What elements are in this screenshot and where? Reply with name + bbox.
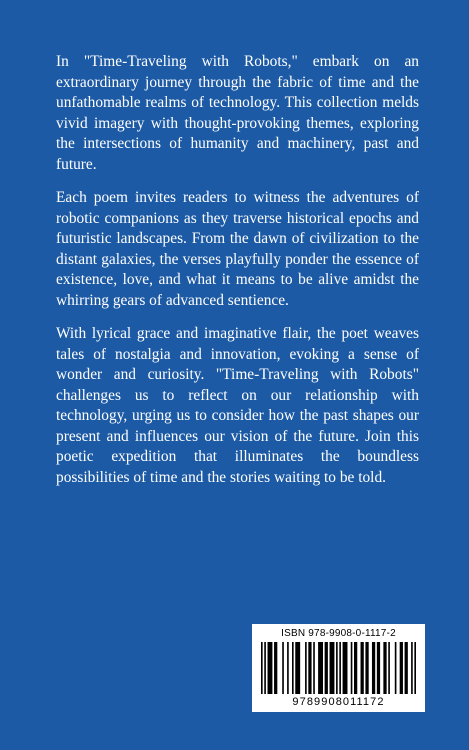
barcode-bar	[372, 642, 375, 694]
barcode-bar	[268, 642, 273, 694]
barcode-bar	[411, 642, 413, 694]
barcode-bar	[274, 642, 277, 694]
isbn-barcode-box	[252, 624, 425, 712]
blurb-paragraph-1: In "Time-Traveling with Robots," embark on an extraordinary journey through the fabric of time and the unfathomable realms of technology. This collection melds vivid imagery with thought-provoking themes, exploring the intersections of humanity and machinery, past and future.	[56, 53, 419, 173]
isbn-label: ISBN 978-9908-0-1117-2	[281, 628, 396, 639]
barcode-bar	[339, 642, 341, 694]
barcode-bar	[305, 642, 307, 694]
barcode-bar	[351, 642, 353, 694]
barcode-bar	[325, 642, 328, 694]
barcode-bar	[414, 642, 416, 694]
ean-number: 9789908011172	[292, 696, 385, 708]
barcode-bar	[388, 642, 390, 694]
barcode-bar	[261, 642, 263, 694]
barcode-bar	[354, 642, 357, 694]
barcode-bar	[400, 642, 403, 694]
barcode-bar	[336, 642, 338, 694]
barcode-bar	[395, 642, 397, 694]
book-blurb	[56, 52, 419, 501]
barcode-bar	[318, 642, 323, 694]
barcode-bar	[343, 642, 348, 694]
barcode-bar	[308, 642, 311, 694]
blurb-paragraph-2: Each poem invites readers to witness the adventures of robotic companions as they traverse historical epochs and futuristic landscapes. From the dawn of civilization to the distant galaxies, the verses playfully ponder the essence of existence, love, and what it means to be alive amidst the whirring gears of advanced sentience.	[56, 189, 419, 309]
barcode-bar	[361, 642, 364, 694]
barcode-bar	[365, 642, 368, 694]
barcode-bar	[383, 642, 386, 694]
barcode-bar	[264, 642, 266, 694]
barcode-bar	[377, 642, 380, 694]
barcode-icon	[261, 642, 416, 694]
barcode-bar	[405, 642, 408, 694]
barcode-bar	[287, 642, 289, 694]
barcode-bar	[282, 642, 284, 694]
barcode-bar	[330, 642, 335, 694]
barcode-bar	[292, 642, 294, 694]
blurb-paragraph-3: With lyrical grace and imaginative flair, the poet weaves tales of nostalgia and innovation, evoking a sense of wonder and curiosity. "Time-Traveling with Robots" challenges us to reflect on our relationship with technology, urging us to consider how the past shapes our present and influences our vision of the future. Join this poetic expedition that illuminates the boundless possibilities of time and the stories waiting to be told.	[56, 325, 419, 486]
barcode-bar	[313, 642, 315, 694]
barcode-bar	[295, 642, 300, 694]
